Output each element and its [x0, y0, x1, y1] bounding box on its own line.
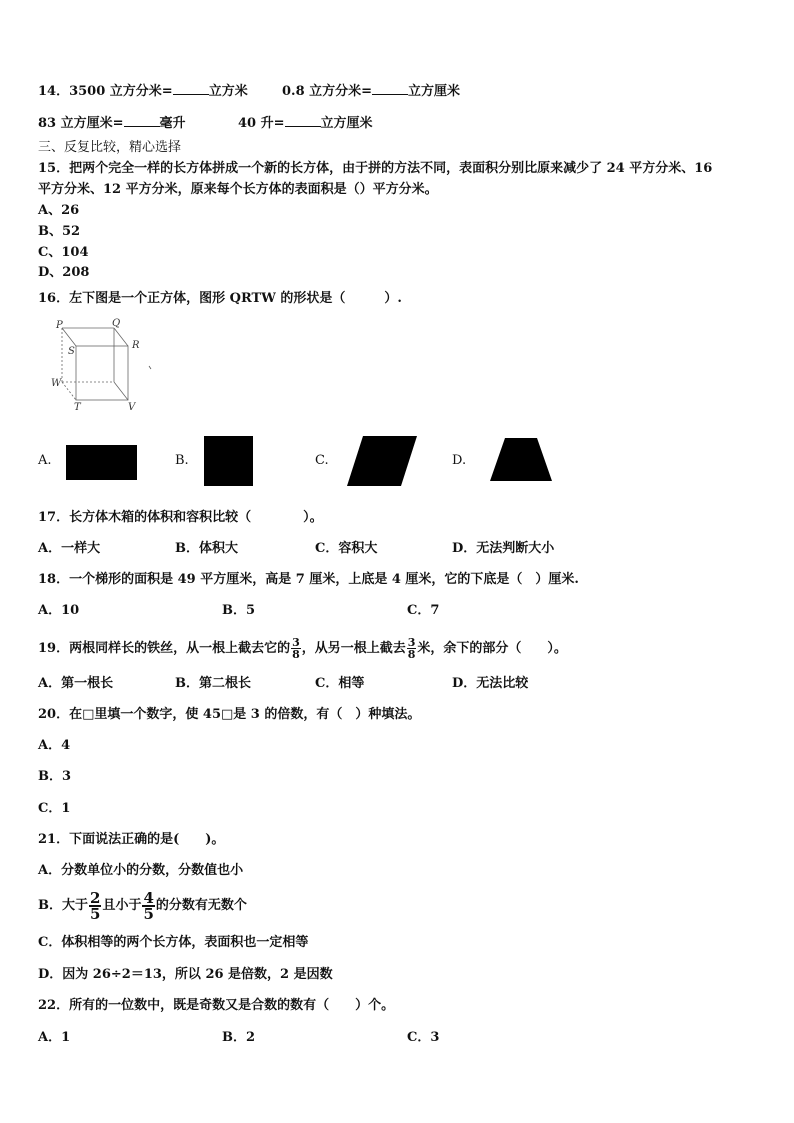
q22-option-b[interactable]: B．2: [222, 1030, 256, 1045]
q14-line1: [38, 82, 248, 101]
q18-stem: 18．一个梯形的面积是 49 平方厘米，高是 7 厘米，上底是 4 厘米，它的下底是（ ）厘米.: [38, 572, 579, 587]
q16-option-d-label[interactable]: D.: [452, 453, 467, 468]
q20-option-c[interactable]: C．1: [38, 801, 71, 816]
q19-frac1-num: 3: [292, 636, 300, 649]
q14-line2-b: [238, 114, 373, 133]
q17-stem: 17．长方体木箱的体积和容积比较（ ）。: [38, 510, 323, 525]
q21-stem: 21．下面说法正确的是( )。: [38, 832, 225, 847]
q22-option-a[interactable]: A．1: [38, 1030, 71, 1045]
q20-stem: 20．在□里填一个数字，使 45□是 3 的倍数，有（ ）种填法。: [38, 707, 421, 722]
cube-label-p: P: [56, 320, 63, 331]
q21-b-text-1: B．大于: [38, 898, 88, 913]
q14-b-right: 立方厘米: [408, 84, 461, 99]
q19-text-1: 19．两根同样长的铁丝，从一根上截去它的: [38, 641, 291, 656]
q14-blank-3[interactable]: [124, 114, 160, 127]
q14-a-left: 14．3500 立方分米=: [38, 84, 173, 99]
q19-option-a[interactable]: A．第一根长: [38, 676, 114, 691]
q21-b-text-3: 的分数有无数个: [155, 898, 247, 913]
q21-b-frac2-num: 4: [143, 888, 154, 907]
q14-blank-4[interactable]: [285, 114, 321, 127]
q21-b-frac1-num: 2: [90, 888, 101, 907]
q21-b-frac1-den: 5: [90, 904, 101, 923]
q14-d-right: 立方厘米: [320, 116, 373, 131]
q20-option-a[interactable]: A．4: [38, 738, 71, 753]
q16-option-a-rectangle[interactable]: [66, 445, 137, 480]
q19-frac2-num: 3: [407, 636, 416, 649]
q21-option-b[interactable]: [38, 887, 247, 925]
q14-blank-1[interactable]: [173, 82, 209, 95]
q14-c-left: 83 立方厘米=: [38, 116, 124, 131]
q19-text-2: ，从另一根上截去: [301, 641, 406, 656]
q16-stem: 16．左下图是一个正方体，图形 QRTW 的形状是（ ）.: [38, 291, 402, 306]
q18-option-c[interactable]: C．7: [407, 603, 440, 618]
q21-b-fraction-1: [89, 888, 101, 923]
q21-b-frac2-den: 5: [143, 904, 154, 923]
q14-d-left: 40 升=: [238, 116, 285, 131]
cube-label-q: Q: [112, 318, 121, 329]
q16-option-d-trapezoid[interactable]: [489, 438, 553, 482]
q19-text-3: 米，余下的部分（ ）。: [417, 641, 567, 656]
cube-label-s: S: [68, 346, 75, 357]
q15-option-d[interactable]: D、208: [38, 265, 90, 280]
q19-frac1-den: 8: [292, 648, 300, 661]
q21-b-text-2: 且小于: [102, 898, 142, 913]
q18-option-a[interactable]: A．10: [38, 603, 80, 618]
q17-option-b[interactable]: B．体积大: [175, 541, 238, 556]
cube-label-t: T: [74, 402, 81, 413]
q17-option-d[interactable]: D．无法判断大小: [452, 541, 555, 556]
q22-option-c[interactable]: C．3: [407, 1030, 440, 1045]
q15-option-b[interactable]: B、52: [38, 224, 81, 239]
q21-option-a[interactable]: A．分数单位小的分数，分数值也小: [38, 863, 244, 878]
q19-option-b[interactable]: B．第二根长: [175, 676, 251, 691]
q15-stem-1: 15．把两个完全一样的长方体拼成一个新的长方体，由于拼的方法不同，表面积分别比原来减少了 24 平方分米、16: [38, 161, 713, 176]
q16-option-c-label[interactable]: C.: [315, 453, 329, 468]
q19-option-d[interactable]: D．无法比较: [452, 676, 529, 691]
q19-option-c[interactable]: C．相等: [315, 676, 365, 691]
q14-a-right: 立方米: [208, 84, 248, 99]
q14-line2: [38, 114, 186, 133]
q14-c-right: 毫升: [159, 116, 186, 131]
q15-option-a[interactable]: A、26: [38, 203, 80, 218]
cube-label-w: W: [51, 378, 62, 389]
q21-b-fraction-2: [142, 888, 154, 923]
cube-label-r: R: [132, 340, 140, 351]
q15-stem-2: 平方分米、12 平方分米，原来每个长方体的表面积是（）平方分米。: [38, 182, 438, 197]
q15-option-c[interactable]: C、104: [38, 245, 89, 260]
q21-option-d[interactable]: D．因为 26÷2＝13，所以 26 是倍数，2 是因数: [38, 967, 333, 982]
q16-option-c-parallelogram[interactable]: [345, 436, 419, 486]
q19-frac2-den: 8: [407, 648, 416, 661]
q21-option-c[interactable]: C．体积相等的两个长方体，表面积也一定相等: [38, 935, 309, 950]
cube-label-v: V: [128, 402, 136, 413]
q19-stem: [38, 637, 567, 661]
q19-fraction-2: [407, 637, 417, 660]
section-title: 三、反复比较，精心选择: [38, 140, 182, 155]
q20-option-b[interactable]: B．3: [38, 769, 72, 784]
q17-option-c[interactable]: C．容积大: [315, 541, 378, 556]
q19-fraction-1: [291, 637, 301, 660]
q16-option-a-label[interactable]: A.: [38, 453, 52, 468]
cube-figure: [48, 316, 158, 414]
q14-blank-2[interactable]: [372, 82, 408, 95]
q17-option-a[interactable]: A．一样大: [38, 541, 101, 556]
q16-option-b-square[interactable]: [204, 436, 253, 486]
q14-line1-b: [282, 82, 460, 101]
q16-option-b-label[interactable]: B.: [175, 453, 189, 468]
q18-option-b[interactable]: B．5: [222, 603, 256, 618]
q14-b-left: 0.8 立方分米=: [282, 84, 373, 99]
q22-stem: 22．所有的一位数中，既是奇数又是合数的数有（ ）个。: [38, 998, 395, 1013]
